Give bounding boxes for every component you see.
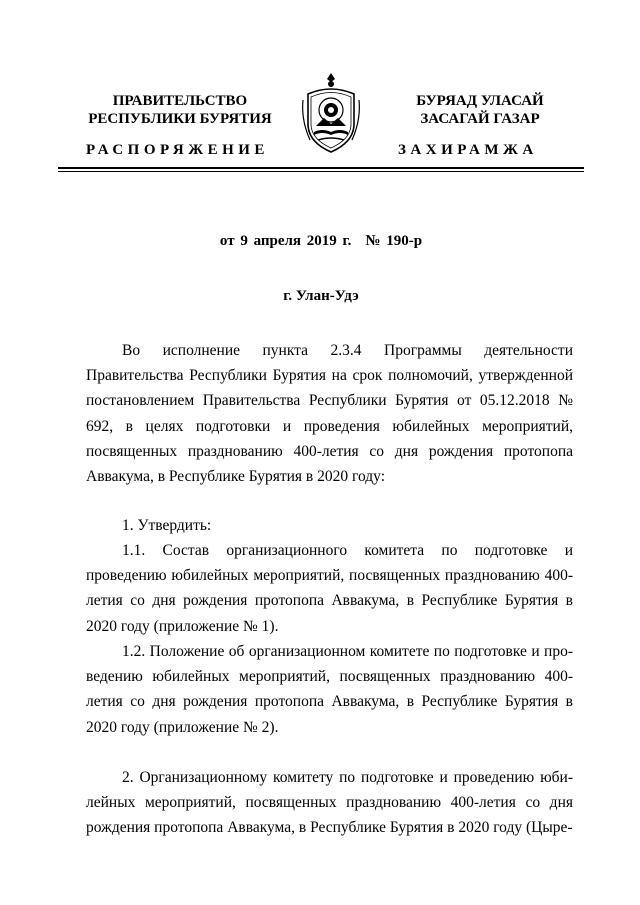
header-divider-thin xyxy=(58,171,584,172)
issuer-line-2: РЕСПУБЛИКИ БУРЯТИЯ xyxy=(88,111,272,127)
clause-1-2: 1.2. Положение об организационном комитете по подготовке и проведению юбилейных мероприятий, посвященных празднованию 400-летия со дня рождения протопопа Аввакума, в Республике Бурятия в 2020 году (приложение № 2). xyxy=(86,643,573,736)
order-city: г. Улан-Удэ xyxy=(283,288,359,304)
clause-2: 2. Организационному комитету по подготовке и проведению юбилейных мероприятий, посвященных празднованию 400-летия со дня рождения протопопа Аввакума, в Республике Бурятия в 2020 году (Цыре- xyxy=(86,769,573,837)
doc-type-russian: РАСПОРЯЖЕНИЕ xyxy=(86,142,269,158)
order-date: от 9 апреля 2019 г. xyxy=(219,233,352,249)
clause-1: 1. Утвердить: xyxy=(122,517,212,534)
order-number: № 190-р xyxy=(365,233,423,249)
clause-1-1: 1.1. Состав организационного комитета по подготовке и проведению юбилейных мероприятий, посвященных празднованию 400-летия со дня рождения протопопа Аввакума, в Республике Бурятия в 2020 году (приложение № 1). xyxy=(86,542,573,635)
issuer-buryat-line-2: ЗАСАГАЙ ГАЗАР xyxy=(420,111,540,127)
coat-of-arms-icon xyxy=(300,70,362,156)
header-divider-thick xyxy=(58,167,584,169)
issuer-name-buryat xyxy=(380,92,580,128)
preamble-paragraph: Во исполнение пункта 2.3.4 Программы деятельности Правительства Республики Бурятия на срок полномочий, утвержденной постановлением Правительства Республики Бурятия от 05.12.2018 № 692, в целях подготовки и проведения юбилейных мероприятий, посвященных празднованию 400-летия со дня рождения протопопа Аввакума, в Республике Бурятия в 2020 году: xyxy=(86,342,573,486)
doc-type-buryat: ЗАХИРАМЖА xyxy=(398,142,538,158)
issuer-line-1: ПРАВИТЕЛЬСТВО xyxy=(112,93,248,109)
issuer-buryat-line-1: БУРЯАД УЛАСАЙ xyxy=(416,93,544,109)
issuer-name-russian xyxy=(70,92,290,128)
order-date-line xyxy=(58,233,584,250)
